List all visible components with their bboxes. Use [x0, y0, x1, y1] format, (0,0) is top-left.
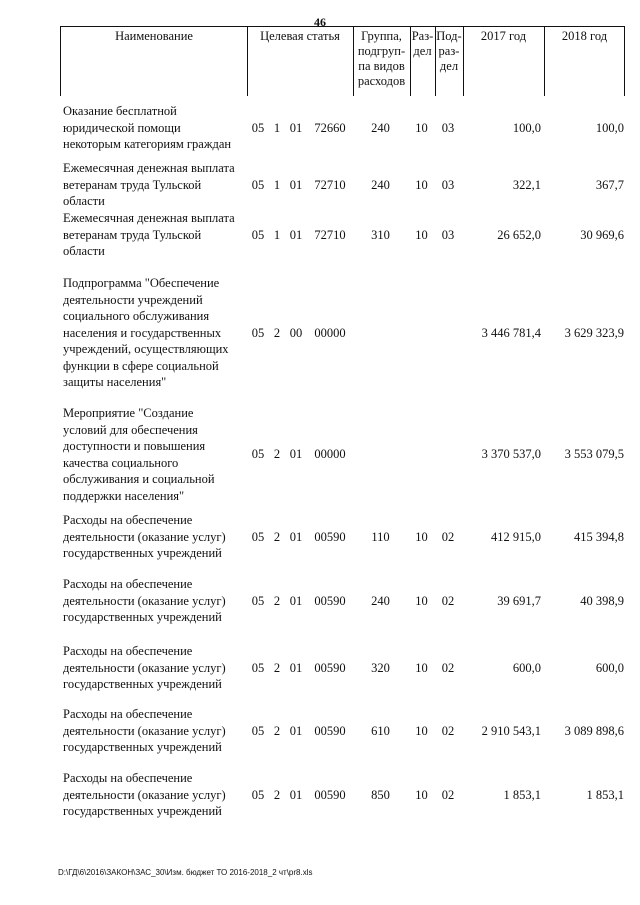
row-name: Мероприятие "Создание условий для обеспечения доступности и повышения качества социального обслуживания и социальной поддержки населения" — [63, 406, 215, 503]
code-subprogram: 2 — [273, 787, 281, 802]
amount-2018: 415 394,8 — [574, 529, 624, 544]
expense-group: 310 — [371, 227, 390, 242]
amount-2018: 40 398,9 — [580, 593, 624, 608]
code-subprogram: 1 — [273, 227, 281, 242]
amount-2017: 3 370 537,0 — [481, 447, 541, 461]
amount-2017: 39 691,7 — [497, 593, 541, 608]
code-direction: 72660 — [314, 120, 346, 135]
row-name: Расходы на обеспечение деятельности (оказание услуг) государственных учреждений — [63, 771, 226, 818]
section: 10 — [415, 227, 428, 242]
amount-2017: 412 915,0 — [491, 529, 541, 544]
amount-2017: 26 652,0 — [497, 227, 541, 242]
amount-2017: 600,0 — [512, 660, 541, 675]
header-section: Раз- дел — [411, 29, 434, 58]
amount-2018: 600,0 — [595, 660, 624, 675]
code-event: 01 — [289, 227, 303, 242]
expense-group: 240 — [371, 177, 390, 192]
code-direction: 00590 — [314, 593, 346, 608]
code-subprogram: 1 — [273, 120, 281, 135]
row-name: Подпрограмма "Обеспечение деятельности учреждений социального обслуживания населения и государственных учреждений, осуществляющих функции в сфере социальной защиты населения" — [63, 276, 229, 389]
code-subprogram: 1 — [273, 177, 281, 192]
code-subprogram: 2 — [273, 447, 281, 461]
code-direction: 00590 — [314, 529, 346, 544]
amount-2017: 3 446 781,4 — [481, 325, 541, 340]
section: 10 — [415, 723, 428, 738]
row-name: Расходы на обеспечение деятельности (оказание услуг) государственных учреждений — [63, 644, 226, 691]
subsection: 02 — [441, 660, 455, 675]
section: 10 — [415, 529, 428, 544]
code-program: 05 — [251, 529, 265, 544]
code-direction: 00590 — [314, 660, 346, 675]
code-program: 05 — [251, 593, 265, 608]
code-program: 05 — [251, 723, 265, 738]
code-event: 01 — [289, 660, 303, 675]
subsection: 03 — [441, 177, 455, 192]
code-subprogram: 2 — [273, 529, 281, 544]
expense-group: 240 — [371, 120, 390, 135]
section: 10 — [415, 787, 428, 802]
subsection: 03 — [441, 120, 455, 135]
subsection: 02 — [441, 787, 455, 802]
header-name: Наименование — [115, 29, 193, 43]
file-path-footer: D:\ГД\6\2016\ЗАКОН\ЗАС_30\Изм. бюджет ТО 2016-2018_2 чт\pr8.xls — [58, 868, 313, 877]
section: 10 — [415, 177, 428, 192]
expense-group: 850 — [371, 787, 390, 802]
amount-2017: 100,0 — [512, 120, 541, 135]
subsection: 03 — [441, 227, 455, 242]
table-header — [60, 26, 625, 96]
code-event: 01 — [289, 529, 303, 544]
row-name: Расходы на обеспечение деятельности (оказание услуг) государственных учреждений — [63, 707, 226, 754]
amount-2018: 3 629 323,9 — [564, 325, 624, 340]
amount-2017: 2 910 543,1 — [481, 723, 541, 738]
row-name: Оказание бесплатной юридической помощи некоторым категориям граждан — [63, 104, 232, 151]
amount-2018: 100,0 — [595, 120, 624, 135]
amount-2018: 367,7 — [595, 177, 624, 192]
code-direction: 00000 — [314, 447, 346, 461]
subsection: 02 — [441, 593, 455, 608]
code-program: 05 — [251, 447, 265, 461]
subsection: 02 — [441, 723, 455, 738]
amount-2018: 3 553 079,5 — [564, 447, 624, 461]
code-program: 05 — [251, 120, 265, 135]
code-direction: 00000 — [314, 325, 346, 340]
code-event: 01 — [289, 447, 303, 461]
code-program: 05 — [251, 787, 265, 802]
amount-2017: 1 853,1 — [503, 787, 541, 802]
code-program: 05 — [251, 227, 265, 242]
code-subprogram: 2 — [273, 593, 281, 608]
expense-group: 110 — [371, 529, 390, 544]
code-event: 01 — [289, 593, 303, 608]
header-year-2017: 2017 год — [480, 29, 527, 43]
code-direction: 00590 — [314, 723, 346, 738]
code-subprogram: 2 — [273, 723, 281, 738]
section: 10 — [415, 120, 428, 135]
code-program: 05 — [251, 325, 265, 340]
header-year-2018: 2018 год — [561, 29, 608, 43]
header-group: Группа, подгруп- па видов расходов — [357, 29, 406, 88]
subsection: 02 — [441, 529, 455, 544]
page-number: 46 — [314, 15, 326, 29]
code-direction: 00590 — [314, 787, 346, 802]
expense-group: 610 — [371, 723, 390, 738]
code-event: 00 — [289, 325, 303, 340]
expense-group: 320 — [371, 660, 390, 675]
code-program: 05 — [251, 660, 265, 675]
amount-2018: 1 853,1 — [586, 787, 624, 802]
code-event: 01 — [289, 120, 303, 135]
expense-group: 240 — [371, 593, 390, 608]
code-subprogram: 2 — [273, 660, 281, 675]
code-subprogram: 2 — [273, 325, 281, 340]
section: 10 — [415, 660, 428, 675]
code-program: 05 — [251, 177, 265, 192]
header-target-article: Целевая статья — [260, 29, 340, 43]
code-event: 01 — [289, 723, 303, 738]
row-name: Расходы на обеспечение деятельности (оказание услуг) государственных учреждений — [63, 577, 226, 624]
amount-2017: 322,1 — [512, 177, 541, 192]
row-name: Ежемесячная денежная выплата ветеранам труда Тульской области — [63, 161, 235, 208]
code-direction: 72710 — [314, 227, 346, 242]
header-subsection: Под- раз- дел — [436, 29, 462, 73]
amount-2018: 30 969,6 — [580, 227, 624, 242]
amount-2018: 3 089 898,6 — [564, 723, 624, 738]
code-event: 01 — [289, 177, 303, 192]
row-name: Расходы на обеспечение деятельности (оказание услуг) государственных учреждений — [63, 513, 226, 560]
row-name: Ежемесячная денежная выплата ветеранам труда Тульской области — [63, 211, 235, 258]
section: 10 — [415, 593, 428, 608]
code-event: 01 — [289, 787, 303, 802]
code-direction: 72710 — [314, 177, 346, 192]
